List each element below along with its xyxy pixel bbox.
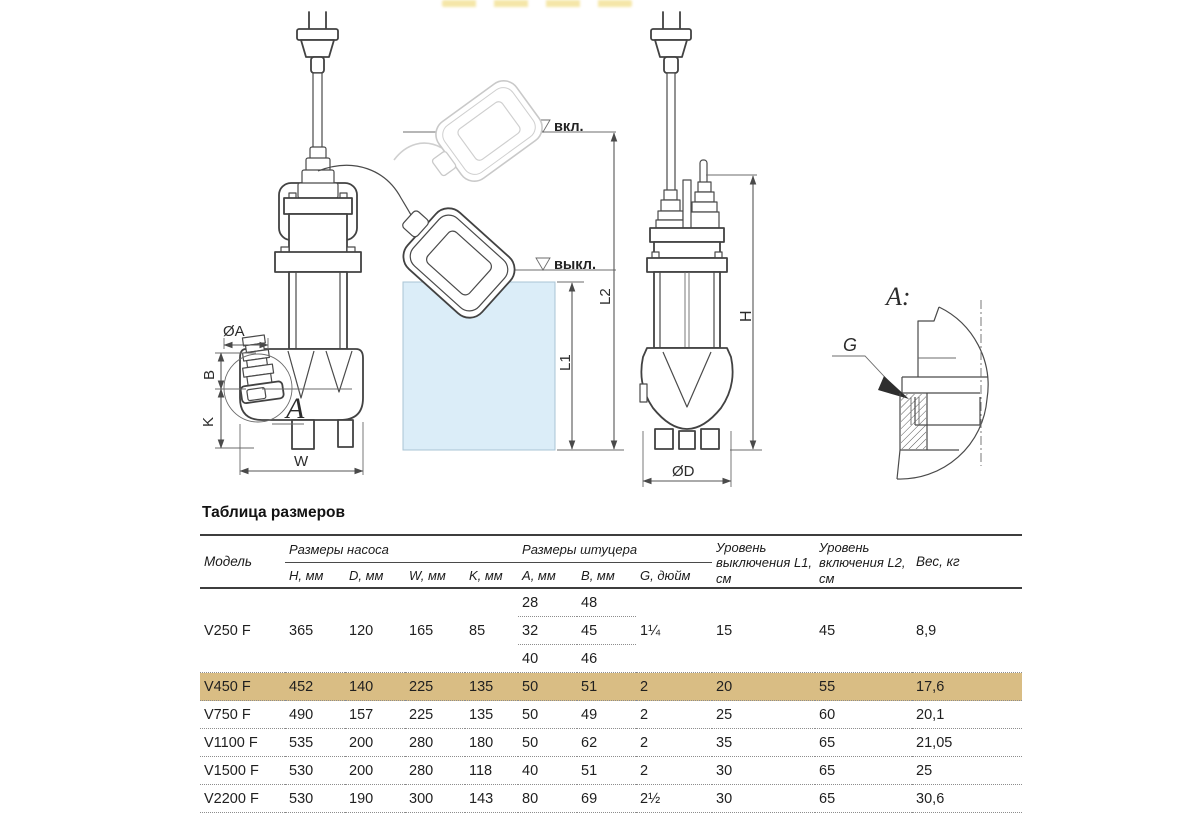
header-g: G, дюйм: [636, 563, 712, 589]
detail-a-view: [832, 282, 988, 479]
cable-glands: [656, 180, 719, 228]
cell-l1: 35: [712, 729, 815, 757]
cell-b: 48: [577, 588, 636, 617]
cell-g: 2: [636, 757, 712, 785]
cell-h: 535: [285, 729, 345, 757]
svg-text:K: K: [200, 416, 217, 427]
cell-l1: 20: [712, 673, 815, 701]
header-model: Модель: [200, 535, 285, 588]
header-weight: Вес, кг: [912, 535, 1022, 588]
power-plug: [297, 12, 338, 73]
cell-a: 50: [518, 673, 577, 701]
cell-a: 32: [518, 617, 577, 645]
cell-weight: 21,05: [912, 729, 1022, 757]
cell-d: 200: [345, 729, 405, 757]
cell-k: 143: [465, 785, 518, 813]
svg-text:ØD: ØD: [672, 463, 695, 480]
cell-weight: 17,6: [912, 673, 1022, 701]
cell-k: 135: [465, 673, 518, 701]
table-row: [200, 757, 1022, 785]
header-k: K, мм: [465, 563, 518, 589]
header-group-row: [200, 535, 1022, 563]
cell-b: 51: [577, 757, 636, 785]
level-off-label: выкл.: [554, 257, 596, 273]
table-row: [200, 588, 1022, 617]
cell-model: V1100 F: [200, 729, 285, 757]
level-on-label: вкл.: [554, 119, 584, 135]
detail-ref-label: A: [286, 392, 305, 425]
cell-model: V750 F: [200, 701, 285, 729]
cell-k: 85: [465, 588, 518, 673]
power-plug: [651, 12, 691, 73]
cell-b: 49: [577, 701, 636, 729]
float-switch-ghost: [417, 74, 549, 196]
cell-g: 2: [636, 701, 712, 729]
dimension-l2: [597, 133, 614, 449]
cell-a: 40: [518, 645, 577, 673]
cell-model: V450 F: [200, 673, 285, 701]
float-cable-stub: [700, 160, 707, 184]
cell-l2: 45: [815, 588, 912, 673]
cell-h: 530: [285, 785, 345, 813]
cell-b: 62: [577, 729, 636, 757]
header-d: D, мм: [345, 563, 405, 589]
thread-label: G: [843, 335, 858, 355]
cell-k: 135: [465, 701, 518, 729]
cell-d: 120: [345, 588, 405, 673]
header-a: A, мм: [518, 563, 577, 589]
header-b: B, мм: [577, 563, 636, 589]
clamp-band: [647, 258, 727, 272]
cell-model: V250 F: [200, 588, 285, 673]
cell-weight: 20,1: [912, 701, 1022, 729]
svg-text:L2: L2: [597, 288, 614, 305]
cell-h: 490: [285, 701, 345, 729]
svg-text:H: H: [738, 310, 755, 322]
svg-text:L1: L1: [557, 354, 574, 371]
cell-l2: 65: [815, 785, 912, 813]
cell-a: 50: [518, 729, 577, 757]
clamp-band: [275, 252, 361, 272]
left-pump: [224, 12, 363, 449]
cell-w: 300: [405, 785, 465, 813]
cell-b: 51: [577, 673, 636, 701]
cable-gland: [298, 147, 338, 198]
cell-l1: 30: [712, 757, 815, 785]
cell-b: 46: [577, 645, 636, 673]
cell-d: 200: [345, 757, 405, 785]
cell-model: V2200 F: [200, 785, 285, 813]
header-group-fitting-sizes: Размеры штуцера: [518, 535, 712, 563]
pump-volute: [640, 348, 733, 449]
cell-weight: 25: [912, 757, 1022, 785]
table-row: [200, 729, 1022, 757]
cell-g: 2: [636, 729, 712, 757]
svg-text:ØA: ØA: [223, 323, 245, 340]
size-table-section: [200, 504, 1022, 813]
svg-text:W: W: [294, 453, 309, 470]
cell-h: 530: [285, 757, 345, 785]
header-group-pump-sizes: Размеры насоса: [285, 535, 518, 563]
svg-text:B: B: [201, 369, 218, 380]
header-w: W, мм: [405, 563, 465, 589]
cell-d: 140: [345, 673, 405, 701]
header-l2: Уровень включения L2, см: [815, 535, 912, 588]
right-pump: [640, 12, 733, 449]
cell-a: 40: [518, 757, 577, 785]
power-cable: [313, 73, 322, 153]
cell-d: 157: [345, 701, 405, 729]
cell-w: 225: [405, 701, 465, 729]
hatched-section: [901, 394, 926, 449]
detail-title: А:: [886, 282, 911, 311]
header-h: H, мм: [285, 563, 345, 589]
cell-g: 2½: [636, 785, 712, 813]
table-row: [200, 701, 1022, 729]
cell-l1: 30: [712, 785, 815, 813]
cell-weight: 8,9: [912, 588, 1022, 673]
cell-g: 2: [636, 673, 712, 701]
table-title: Таблица размеров: [202, 504, 346, 521]
header-l1: Уровень выключения L1, см: [712, 535, 815, 588]
cell-l1: 25: [712, 701, 815, 729]
power-cable: [667, 73, 675, 193]
motor-body: [647, 228, 727, 348]
cell-weight: 30,6: [912, 785, 1022, 813]
cell-k: 180: [465, 729, 518, 757]
cell-k: 118: [465, 757, 518, 785]
cell-a: 80: [518, 785, 577, 813]
cell-model: V1500 F: [200, 757, 285, 785]
cell-d: 190: [345, 785, 405, 813]
size-table: [200, 534, 1022, 813]
cell-w: 280: [405, 729, 465, 757]
cell-b: 69: [577, 785, 636, 813]
level-line-off: [505, 257, 616, 273]
cell-h: 452: [285, 673, 345, 701]
cell-b: 45: [577, 617, 636, 645]
cell-l2: 65: [815, 729, 912, 757]
cell-l2: 65: [815, 757, 912, 785]
table-row-highlighted: [200, 673, 1022, 701]
cell-g: 1¼: [636, 588, 712, 673]
table-row: [200, 785, 1022, 813]
cell-w: 225: [405, 673, 465, 701]
motor-body: [275, 193, 361, 349]
cell-l1: 15: [712, 588, 815, 673]
cell-w: 280: [405, 757, 465, 785]
cell-a: 50: [518, 701, 577, 729]
cell-l2: 60: [815, 701, 912, 729]
cell-a: 28: [518, 588, 577, 617]
cell-h: 365: [285, 588, 345, 673]
cell-l2: 55: [815, 673, 912, 701]
cell-w: 165: [405, 588, 465, 673]
